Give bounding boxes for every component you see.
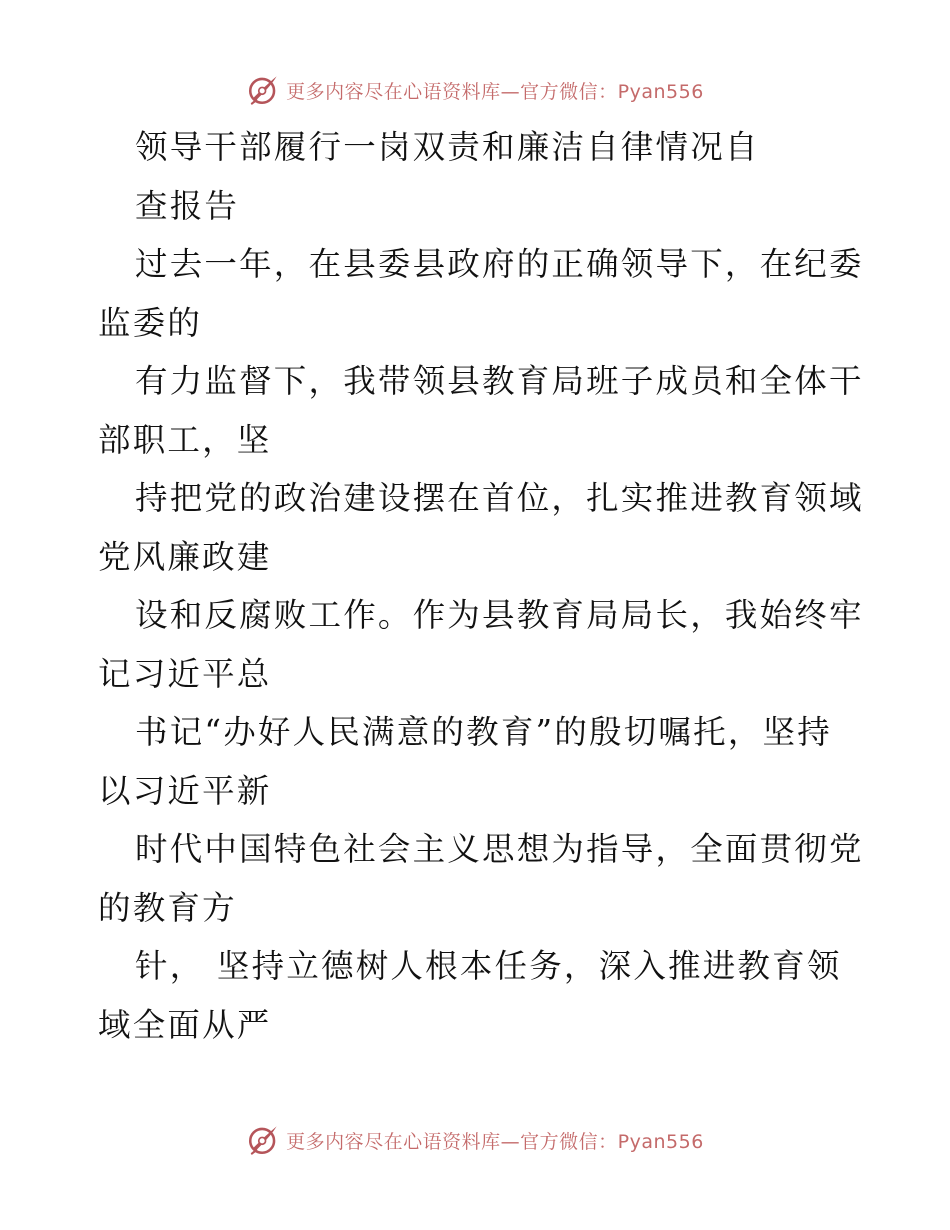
footer-banner-text: 更多内容尽在心语资料库—官方微信：Pyan556 bbox=[286, 1130, 704, 1153]
text-line: 书记“办好人民满意的教育”的殷切嘱托，坚持 bbox=[135, 713, 832, 751]
text-line: 有力监督下，我带领县教育局班子成员和全体干 bbox=[135, 362, 864, 400]
text-line: 监委的 bbox=[98, 303, 203, 342]
footer-banner-content bbox=[246, 1123, 704, 1157]
header-banner-text: 更多内容尽在心语资料库—官方微信：Pyan556 bbox=[286, 80, 704, 103]
text-line: 设和反腐败工作。作为县教育局局长，我始终牢 bbox=[135, 596, 864, 634]
quill-pen-logo-icon bbox=[246, 73, 280, 107]
text-line: 党风廉政建 bbox=[98, 537, 272, 576]
text-line: 部职工，坚 bbox=[98, 420, 272, 459]
text-line: 以习近平新 bbox=[98, 771, 272, 810]
text-line: 记习近平总 bbox=[98, 654, 272, 693]
document-body bbox=[98, 118, 864, 1054]
text-line: 针， 坚持立德树人根本任务，深入推进教育领 bbox=[135, 947, 842, 985]
text-line: 过去一年，在县委县政府的正确领导下，在纪委 bbox=[135, 245, 864, 283]
text-line: 域全面从严 bbox=[98, 1005, 272, 1044]
text-line: 持把党的政治建设摆在首位，扎实推进教育领域 bbox=[135, 479, 864, 517]
text-line: 的教育方 bbox=[98, 888, 237, 927]
text-line: 时代中国特色社会主义思想为指导，全面贯彻党 bbox=[135, 830, 864, 868]
text-line: 领导干部履行一岗双责和廉洁自律情况自 bbox=[135, 128, 760, 166]
quill-pen-logo-icon bbox=[246, 1123, 280, 1157]
footer-banner bbox=[0, 1120, 950, 1160]
header-banner-content bbox=[246, 73, 704, 107]
header-banner bbox=[0, 70, 950, 110]
text-line: 查报告 bbox=[135, 186, 240, 225]
